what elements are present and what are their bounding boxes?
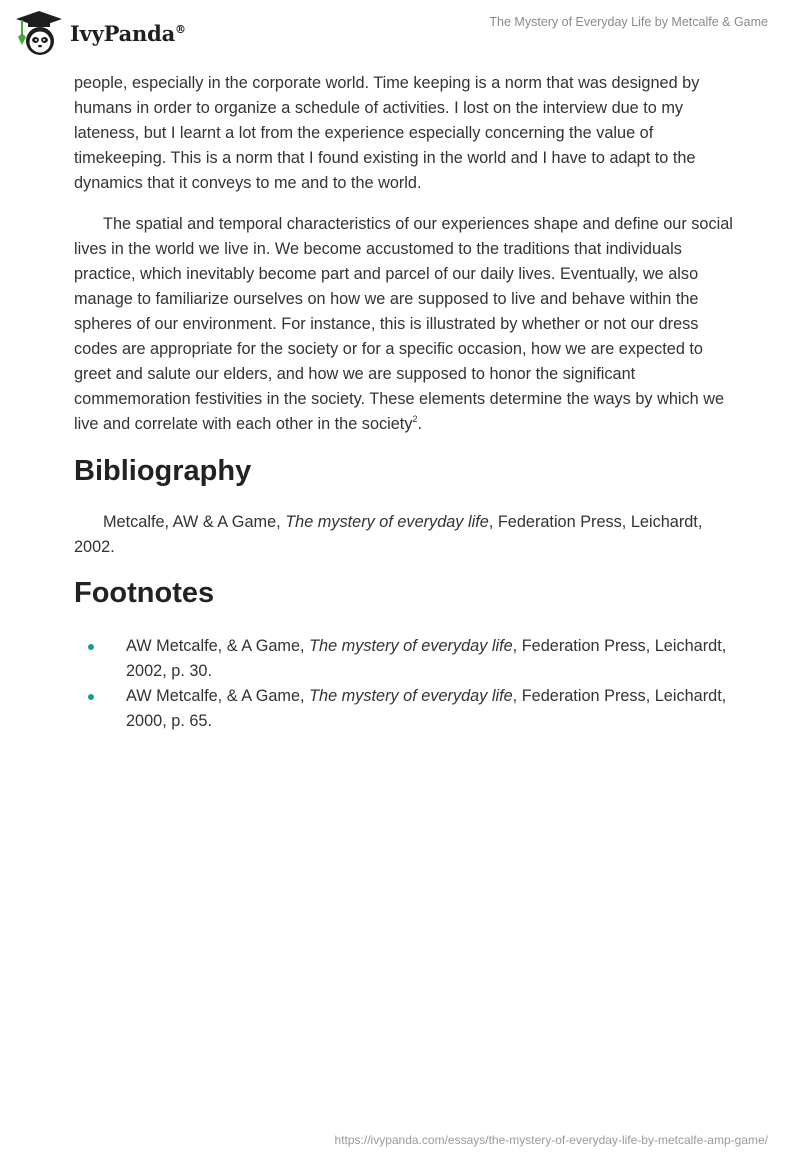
paragraph-2 xyxy=(74,212,734,437)
bibliography-entry-title: The mystery of everyday life xyxy=(285,513,489,531)
footnote-item xyxy=(74,684,734,734)
logo-wordmark xyxy=(70,21,186,46)
logo-text: IvyPanda xyxy=(70,20,176,46)
footnote-publisher: , Federation Press, Leichardt, 2002, p. 30. xyxy=(126,637,727,680)
footnote-ref-2[interactable]: 2 xyxy=(412,414,418,424)
footnotes-list xyxy=(74,634,734,734)
page-header xyxy=(0,0,800,70)
bibliography-entry-authors: Metcalfe, AW & A Game, xyxy=(103,513,286,531)
bullet-icon xyxy=(88,644,94,650)
essay-content xyxy=(74,71,734,734)
footnote-authors: AW Metcalfe, & A Game, xyxy=(126,687,310,705)
registered-mark: ® xyxy=(175,22,186,36)
bullet-icon xyxy=(88,694,94,700)
bibliography-entry xyxy=(74,510,734,560)
panda-graduate-icon xyxy=(14,9,64,57)
footnote-publisher: , Federation Press, Leichardt, 2000, p. 65. xyxy=(126,687,727,730)
bibliography-entry-publisher: , Federation Press, Leichardt, 2002. xyxy=(74,513,703,556)
footnotes-heading: Footnotes xyxy=(74,577,215,609)
footnote-title: The mystery of everyday life xyxy=(309,637,513,655)
paragraph-2-end: . xyxy=(417,415,423,433)
footnote-title: The mystery of everyday life xyxy=(309,687,513,705)
bibliography-heading: Bibliography xyxy=(74,455,252,487)
paragraph-1: people, especially in the corporate world. Time keeping is a norm that was designed by humans in order to organize a schedule of activities. I lost on the interview due to my lateness, but I learnt a lot from the experience especially concerning the value of timekeeping. This is a norm that I found existing in the world and I have to adapt to the dynamics that it conveys to me and to the world. xyxy=(74,74,700,192)
paragraph-2-text: The spatial and temporal characteristics of our experiences shape and define our social lives in the world we live in. We become accustomed to the traditions that individuals practice, which inevitably become part and parcel of our daily lives. Eventually, we also manage to familiarize ourselves on how we are supposed to live and behave within the spheres of our environment. For instance, this is illustrated by whether or not our dress codes are appropriate for the society or for a specific occasion, how we are expected to greet and salute our elders, and how we are supposed to honor the significant commemoration festivities in the society. These elements determine the ways by which we live and correlate with each other in the society xyxy=(74,215,733,433)
footnote-item xyxy=(74,634,734,684)
source-url[interactable]: https://ivypanda.com/essays/the-mystery-of-everyday-life-by-metcalfe-amp-game/ xyxy=(334,1133,768,1147)
ivypanda-logo[interactable] xyxy=(14,8,186,58)
document-title: The Mystery of Everyday Life by Metcalfe & Game xyxy=(489,15,768,29)
footnote-authors: AW Metcalfe, & A Game, xyxy=(126,637,310,655)
